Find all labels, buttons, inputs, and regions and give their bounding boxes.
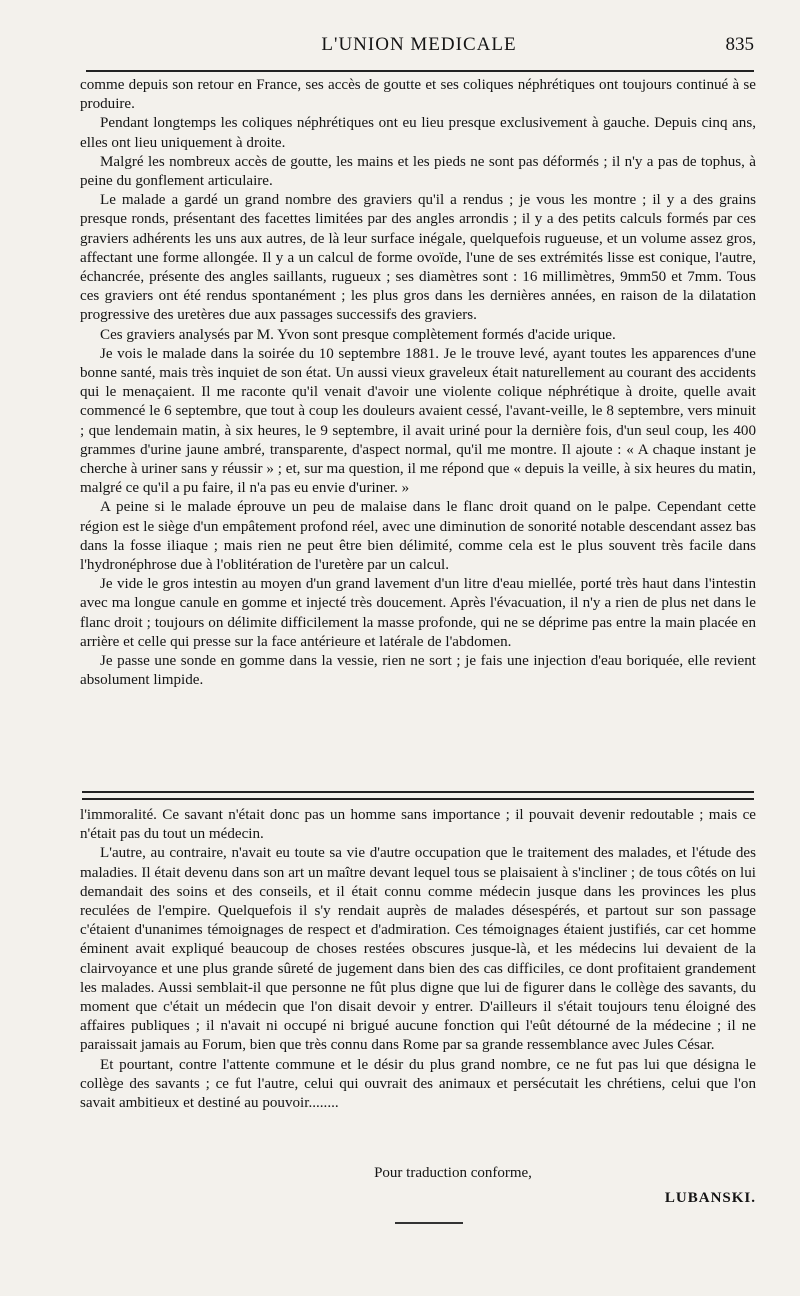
page-number: 835 [725,34,754,55]
paragraph: A peine si le malade éprouve un peu de malaise dans le flanc droit quand on le palpe. Cependant cette région est le siège d'un empâtement profond réel, avec une diminution de sonorité notable descendant assez bas dans la fosse iliaque ; mais rien ne peut être bien délimité, comme cela est le plus souvent très facile dans l'hydronéphrose due à l'oblitération de l'uretère par un calcul. [80,499,756,574]
paragraph: comme depuis son retour en France, ses accès de goutte et ses coliques néphrétiques ont toujours continué à se produire. [80,77,756,113]
section-separator [82,791,754,800]
page-header [82,30,756,64]
paragraph: Malgré les nombreux accès de goutte, les mains et les pieds ne sont pas déformés ; il n'y a pas de tophus, à peine du gonflement articulaire. [80,153,756,190]
signature: LUBANSKI. [664,1190,756,1206]
paragraph: Ces graviers analysés par M. Yvon sont presque complètement formés d'acide urique. [100,326,616,343]
running-title: L'UNION MEDICALE [321,34,517,55]
closing-block [80,1165,756,1207]
paragraph: l'immoralité. Ce savant n'était donc pas un homme sans importance ; il pouvait devenir redoutable ; mais ce n'était pas du tout un médecin. [80,807,756,843]
translation-note: Pour traduction conforme, [374,1165,532,1181]
header-rule [86,70,754,72]
paragraph: Je vois le malade dans la soirée du 10 septembre 1881. Je le trouve levé, ayant toutes les apparences d'une bonne santé, mais très inquiet de son état. Un aussi vieux graveleux était naturellement au courant des accidents qui le menaçaient. Il me raconte qu'il venait d'avoir une violente colique néphrétique à droite, quelle avait commencé le 6 septembre, que tout à coup les douleurs avaient cessé, l'avant-veille, le 8 septembre, vers minuit ; que lendemain matin, à six heures, le 9 septembre, il avait uriné pour la dernière fois, d'un seul coup, les 400 grammes d'urine jaune ambré, transparente, d'aspect normal, qu'il me montre. Il ajoute : « A chaque instant je cherche à uriner sans y réussir » ; et, sur ma question, il me répond que « depuis la veille, à six heures du matin, malgré ce qu'il a pu faire, il n'a pas eu envie d'uriner. » [80,345,756,497]
paragraph: Pendant longtemps les coliques néphrétiques ont eu lieu presque exclusivement à gauche. Depuis cinq ans, elles ont lieu uniquement à droite. [80,115,756,151]
end-rule [395,1222,463,1224]
paragraph: Je vide le gros intestin au moyen d'un grand lavement d'un litre d'eau miellée, porté très haut dans l'intestin avec ma longue canule en gomme et injecté très doucement. Après l'évacuation, il n'y a rien de plus net dans le flanc droit ; toujours on délimite difficilement la masse profonde, qui ne se déprime pas entre la main placée en arrière et celle qui presse sur la face antérieure et latérale de l'abdomen. [80,576,756,650]
paragraph: Je passe une sonde en gomme dans la vessie, rien ne sort ; je fais une injection d'eau boriquée, elle revient absolument limpide. [80,653,756,689]
article-upper-column [80,76,756,691]
paragraph: L'autre, au contraire, n'avait eu toute sa vie d'autre occupation que le traitement des malades, et l'étude des maladies. Il était devenu dans son art un maître devant lequel tous se plaisaient à s'incliner ; de tous côtés on lui demandait des soins et des conseils, et il était connu comme médecin jusque dans les provinces les plus reculées de l'empire. Quelquefois il s'y rendait auprès de malades désespérés, et partout sur son passage c'étaient d'unanimes témoignages de respect et d'admiration. Ces témoignages étaient justifiés, car cet homme éminent avait expliqué beaucoup de choses restées obscures jusque-là, et les médecins lui devaient de la clairvoyance et une plus grande sûreté de jugement dans bien des cas difficiles, ce dont profitaient grandement les malades. Aussi semblait-il que personne ne fût plus digne que lui de figurer dans le collège des savants, du moment que c'était un médecin que l'on disait devoir y entrer. D'ailleurs il s'était toujours tenu éloigné des affaires publiques ; il n'avait ni occupé ni brigué aucune fonction qui l'eût détourné de la médecine ; il ne paraissait jamais au Forum, bien que très connu dans Rome par sa grande ressemblance avec Jules César. [80,845,756,1054]
paragraph: Le malade a gardé un grand nombre des graviers qu'il a rendus ; je vous les montre ; il y a des grains presque ronds, présentant des facettes limitées par des angles arrondis ; il y a des petits calculs formés par ces graviers adhérents les uns aux autres, de là leur surface inégale, quelquefois rugueuse, et un volume assez gros, affectant une forme allongée. Il y a un calcul de forme ovoïde, l'une de ses extrémités lisse est conique, l'autre, échancrée, présente des angles saillants, rugueux ; ses diamètres sont : 16 millimètres, 9mm50 et 7mm. Tous ces graviers ont été rendus spontanément ; les plus gros dans les dernières années, en raison de la dilatation progressive des uretères due aux passages successifs des graviers. [80,192,756,324]
paragraph: Et pourtant, contre l'attente commune et le désir du plus grand nombre, ce ne fut pas lui que désigna le collège des savants ; ce fut l'autre, celui qui ouvrait des animaux et persécutait les chrétiens, celui que l'on savait ambitieux et destiné au pouvoir........ [80,1056,756,1112]
feuilleton-section [80,806,756,1113]
